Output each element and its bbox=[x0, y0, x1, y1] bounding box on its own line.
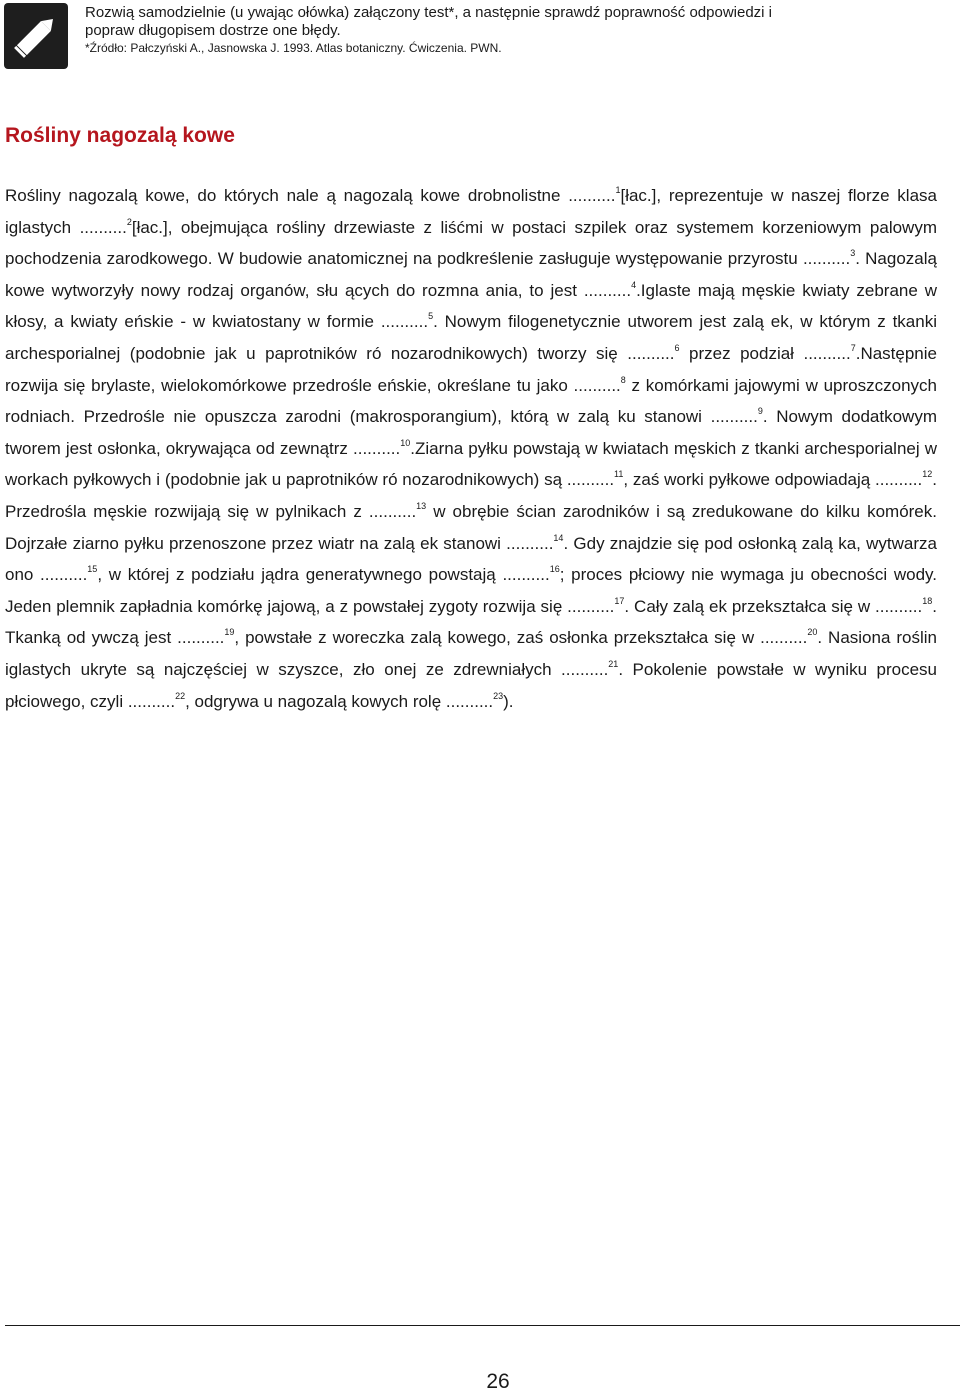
text-segment: . Pokolenie powstałe w wyniku procesu płciowego, czyli .......... bbox=[5, 659, 938, 711]
text-segment: ). bbox=[503, 691, 514, 711]
text-segment: . Gdy znajdzie się pod osłonką zalą ka, wytwarza ono .......... bbox=[5, 533, 937, 585]
text-segment: , zaś worki pyłkowe odpowiadają .......... bbox=[623, 470, 923, 490]
blank-number: 20 bbox=[807, 627, 818, 638]
blank-number: 14 bbox=[553, 532, 564, 543]
text-segment: . Nagozalą kowe wytworzyły nowy rodzaj organów, słu ących do rozmna ania, to jest .......... bbox=[5, 249, 937, 300]
text-segment: . Nasiona roślin iglastych ukryte są najczęściej w szyszce, zło onej ze zdrewniałych .......... bbox=[5, 628, 937, 679]
text-segment: .Ziarna pyłku powstają w kwiatach męskich z tkanki archesporialnej w workach pyłkowych i (podobnie jak u paprotników ró nozarodnikowych) są .......... bbox=[5, 438, 937, 490]
source-note: *Źródło: Pałczyński A., Jasnowska J. 1993. Atlas botaniczny. Ćwiczenia. PWN. bbox=[85, 41, 502, 55]
blank-number: 23 bbox=[493, 690, 504, 701]
blank-number: 21 bbox=[608, 658, 619, 669]
pencil-icon-box bbox=[4, 3, 68, 69]
exercise-text bbox=[5, 180, 937, 717]
text-segment: .Następnie rozwija się brylaste, wielokomórkowe przedrośle eńskie, określane tu jako .......... bbox=[5, 343, 937, 395]
text-segment: przez podział .......... bbox=[679, 343, 851, 363]
blank-number: 7 bbox=[850, 342, 856, 353]
text-segment: , w której z podziału jądra generatywnego powstają .......... bbox=[97, 565, 550, 585]
section-title: Rośliny nagozalą kowe bbox=[5, 124, 235, 147]
blank-number: 1 bbox=[615, 184, 621, 195]
page-number: 26 bbox=[486, 1370, 510, 1393]
text-segment: . Nowym dodatkowym tworem jest osłonka, okrywająca od zewnątrz .......... bbox=[5, 407, 937, 458]
blank-number: 6 bbox=[674, 342, 680, 353]
blank-number: 22 bbox=[175, 690, 186, 701]
text-segment: [łac.], reprezentuje w naszej florze klasa iglastych .......... bbox=[5, 186, 937, 237]
text-segment: . Przedrośla męskie rozwijają się w pylnikach z .......... bbox=[5, 470, 937, 521]
exercise-paragraph bbox=[5, 180, 937, 717]
instruction-line-1: Rozwią samodzielnie (u ywając ołówka) załączony test*, a następnie sprawdź poprawność odpowiedzi i bbox=[85, 4, 773, 21]
text-segment: , powstałe z woreczka zalą kowego, zaś osłonka przekształca się w .......... bbox=[234, 628, 808, 648]
blank-number: 17 bbox=[614, 595, 625, 606]
blank-number: 16 bbox=[549, 564, 560, 575]
blank-number: 2 bbox=[126, 216, 132, 227]
blank-number: 13 bbox=[416, 500, 427, 511]
blank-number: 10 bbox=[400, 437, 411, 448]
text-segment: Rośliny nagozalą kowe, do których nale ą nagozalą kowe drobnolistne .......... bbox=[5, 186, 616, 205]
blank-number: 5 bbox=[428, 311, 434, 322]
instructions bbox=[85, 4, 945, 57]
pencil-icon bbox=[4, 3, 68, 69]
text-segment: ; proces płciowy nie wymaga ju obecności wody. Jeden plemnik zapładnia komórkę jajową, a z powstałej zygoty rozwija się .......... bbox=[5, 565, 937, 616]
text-segment: w obrębie ścian zarodników i są zredukowane do kilku komórek. Dojrzałe ziarno pyłku przenoszone przez wiatr na zalą ek stanowi .......... bbox=[5, 501, 937, 553]
text-segment: z komórkami jajowymi w uproszczonych rodniach. Przedrośle nie opuszcza zarodni (makrosporangium), którą w zalą ku stanowi .......... bbox=[5, 375, 937, 427]
blank-number: 12 bbox=[922, 469, 933, 480]
text-segment: . Cały zalą ek przekształca się w .......... bbox=[624, 596, 923, 616]
footer-rule bbox=[5, 1325, 960, 1326]
text-segment: , odgrywa u nagozalą kowych rolę .......... bbox=[185, 691, 494, 711]
blank-number: 11 bbox=[614, 469, 624, 480]
text-segment: [łac.], obejmująca rośliny drzewiaste z liśćmi w postaci szpilek oraz systemem korzeniowym palowym pochodzenia zarodkowego. W budowie anatomicznej na podkreślenie zasługuje występowanie przyrostu .......... bbox=[5, 217, 937, 269]
blank-number: 19 bbox=[224, 627, 235, 638]
text-segment: . Tkanką od ywczą jest .......... bbox=[5, 596, 937, 648]
blank-number: 15 bbox=[87, 564, 98, 575]
blank-number: 18 bbox=[922, 595, 933, 606]
instruction-line-2: popraw długopisem dostrze one błędy. bbox=[85, 22, 341, 39]
text-segment: .Iglaste mają męskie kwiaty zebrane w kłosy, a kwiaty eńskie - w kwiatostany w formie .......... bbox=[5, 280, 938, 332]
text-segment: . Nowym filogenetycznie utworem jest zalą ek, w którym z tkanki archesporialnej (podobnie jak u paprotników ró nozarodnikowych) tworzy się .......... bbox=[5, 312, 937, 363]
blank-number: 4 bbox=[631, 279, 637, 290]
blank-number: 9 bbox=[757, 406, 763, 417]
blank-number: 8 bbox=[620, 374, 626, 385]
blank-number: 3 bbox=[850, 248, 856, 259]
